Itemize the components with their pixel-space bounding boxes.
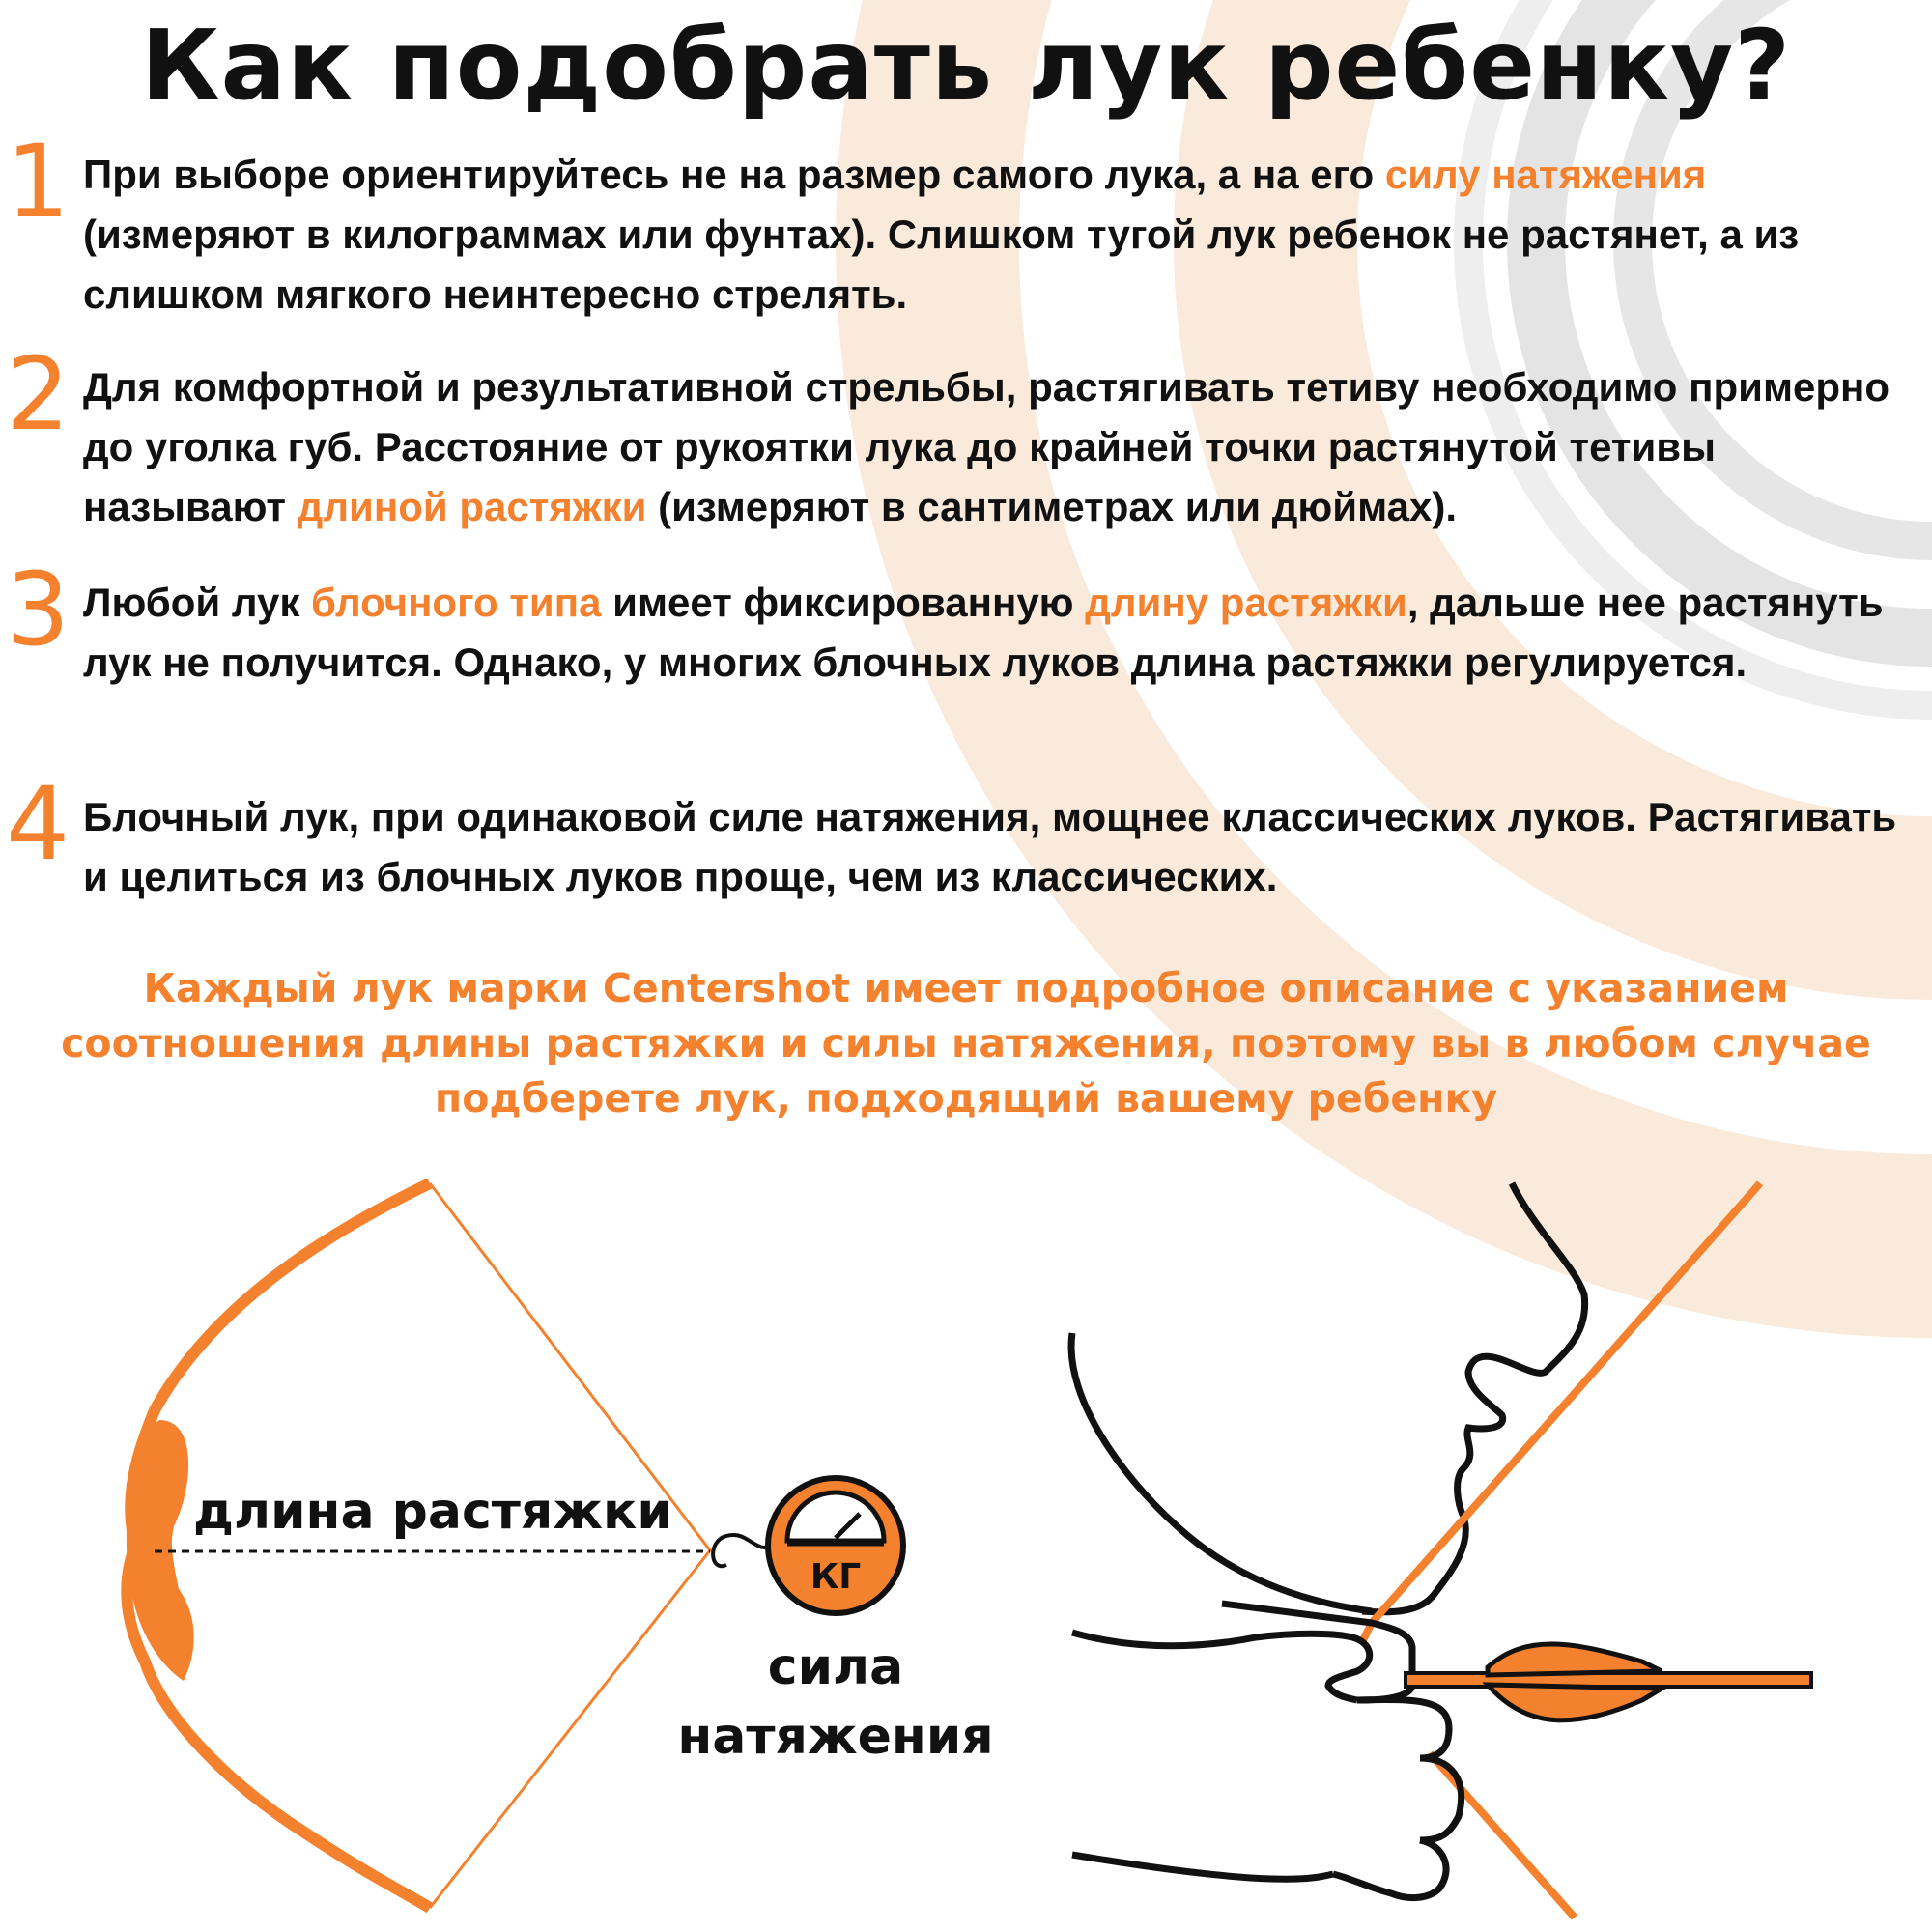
highlighted-term: блочного типа	[311, 580, 602, 625]
archer-face-icon	[1362, 1183, 1585, 1612]
draw-length-label: длина растяжки	[193, 1483, 672, 1541]
tip-text-segment: Любой лук	[83, 580, 312, 625]
tip-text-segment: Для комфортной и результативной стрельбы, растягивать тетиву необходимо примерно до уголка губ. Расстояние от рукоятки лука до крайней точки растянутой тетивы называют	[83, 364, 1890, 529]
draw-weight-label	[642, 1633, 1029, 1772]
tip-number: 1	[6, 123, 71, 241]
page-title: Как подобрать лук ребенку?	[140, 9, 1792, 122]
archer-neck-icon	[1071, 1333, 1372, 1611]
bowstring-icon	[430, 1183, 710, 1908]
highlighted-term: длину растяжки	[1085, 580, 1407, 625]
arrow-shaft-icon	[1406, 1673, 1811, 1687]
gauge-unit-label: КГ	[810, 1557, 862, 1597]
arrow-fletching-icon	[1488, 1644, 1662, 1675]
tip-text-segment: , дальше нее растянуть лук не получится. Однако, у многих блочных луков длина растяжки регулируется.	[83, 580, 1884, 685]
draw-weight-label-line2: натяжения	[677, 1708, 994, 1766]
archer-hand-icon	[1072, 1604, 1462, 1898]
tip-text-segment: имеет фиксированную	[601, 580, 1086, 625]
highlighted-term: длиной растяжки	[297, 484, 647, 529]
centershot-note: Каждый лук марки Centershot имеет подробное описание с указанием соотношения длины растяжки и силы натяжения, поэтому вы в любом случае подберете лук, подходящий вашему ребенку	[61, 965, 1871, 1122]
tip-text-segment: При выборе ориентируйтесь не на размер самого лука, а на его	[83, 152, 1385, 197]
draw-weight-label-line1: сила	[767, 1638, 904, 1696]
highlighted-term: силу натяжения	[1384, 152, 1707, 197]
tip-number: 3	[6, 551, 71, 668]
tip-text-segment: (измеряют в килограммах или фунтах). Слишком тугой лук ребенок не растянет, а из слишком мягкого неинтересно стрелять.	[83, 212, 1800, 317]
hook-icon	[713, 1535, 763, 1566]
bow-limb-icon	[127, 1183, 430, 1908]
tip-text-segment: Блочный лук, при одинаковой силе натяжения, мощнее классических луков. Растягивать и целиться из блочных луков проще, чем из классических.	[83, 794, 1897, 899]
tip-number: 2	[6, 335, 71, 453]
tip-number: 4	[6, 765, 71, 883]
bowstring-near-icon	[1372, 1183, 1760, 1623]
tip-text-segment: (измеряют в сантиметрах или дюймах).	[646, 484, 1458, 529]
